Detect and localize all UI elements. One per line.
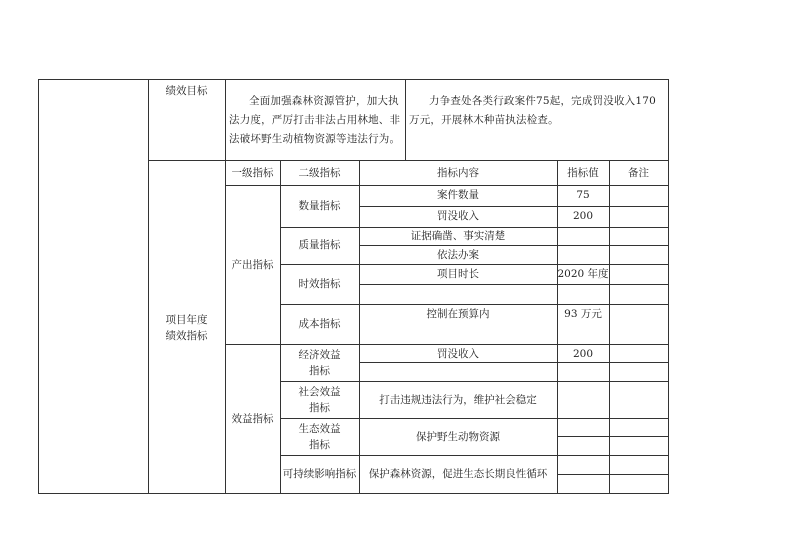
table-cell-content: 项目时长: [437, 268, 479, 280]
header-level1: 一级指标: [231, 167, 274, 179]
header-content: 指标内容: [437, 167, 479, 179]
table-cell-content: 依法办案: [437, 249, 479, 261]
table-cell-content: 控制在预算内: [426, 308, 490, 320]
goal-text-right: 力争查处各类行政案件75起，完成罚没收入170万元，开展林木种苗执法检查。: [409, 95, 657, 126]
table-cell-content: 打击违规违法行为，维护社会稳定: [379, 394, 537, 406]
table-cell-content: 证据确凿、事实清楚: [410, 230, 506, 242]
table-cell-value: 75: [576, 189, 590, 201]
social-indicator-label-line2: 指标: [309, 402, 330, 414]
table-cell-value: 2020 年度: [557, 268, 609, 280]
table-cell-value: 200: [572, 210, 594, 222]
table-cell-content: 罚没收入: [437, 348, 479, 360]
economic-indicator-label-line1: 经济效益: [298, 349, 341, 361]
table-cell-value: 93 万元: [564, 308, 602, 320]
output-indicator-label: 产出指标: [231, 259, 274, 271]
table-cell-content: 案件数量: [437, 189, 479, 201]
benefit-indicator-label: 效益指标: [231, 413, 274, 425]
economic-indicator-label-line2: 指标: [309, 365, 330, 377]
table-cell-content: 保护野生动物资源: [416, 431, 500, 443]
header-level2: 二级指标: [298, 167, 341, 179]
table-cell-value: 200: [572, 348, 594, 360]
quantity-indicator-label: 数量指标: [298, 200, 341, 212]
table-cell-content: 罚没收入: [437, 210, 479, 222]
ecological-indicator-label-line1: 生态效益: [298, 423, 341, 435]
goal-text-left: 全面加强森林资源管护，加大执法力度，严厉打击非法占用林地、非法破坏野生动植物资源等违法行为。: [229, 95, 401, 145]
ecological-indicator-label-line2: 指标: [309, 439, 330, 451]
annual-indicators-label-line1: 项目年度: [165, 314, 208, 326]
social-indicator-label-line1: 社会效益: [298, 386, 341, 398]
timeliness-indicator-label: 时效指标: [298, 278, 341, 290]
goal-label: 绩效目标: [165, 85, 208, 97]
quality-indicator-label: 质量指标: [298, 239, 341, 251]
sustainable-indicator-label: 可持续影响指标: [282, 468, 357, 480]
annual-indicators-label-line2: 绩效指标: [165, 330, 208, 342]
cost-indicator-label: 成本指标: [298, 318, 341, 330]
header-note: 备注: [628, 167, 649, 179]
header-value: 指标值: [567, 167, 599, 179]
table-cell-content: 保护森林资源，促进生态长期良性循环: [368, 468, 548, 480]
